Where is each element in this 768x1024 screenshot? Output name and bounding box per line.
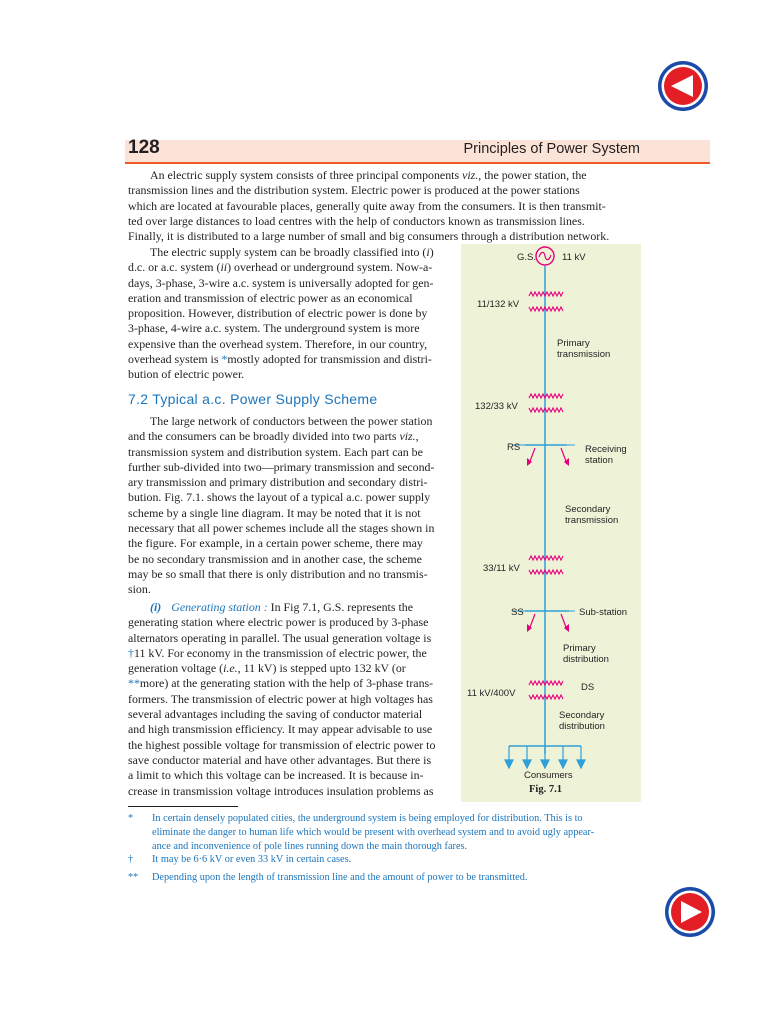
text-line: may be so small that there is only distribution and no transmis-: [128, 566, 428, 581]
text-line: 3-phase, 4-wire a.c. system. The underground system is more: [128, 321, 420, 336]
text-line: days, 3-phase, 3-wire a.c. system is universally adopted for gen-: [128, 275, 434, 290]
intro-paragraph: [128, 168, 641, 244]
sub-station-label: Sub-station: [579, 607, 628, 618]
right-arrow-icon: [664, 886, 716, 938]
text-line: further sub-divided into two—primary transmission and second-: [128, 459, 435, 474]
transformer-rating-label: 11 kV/400V: [467, 688, 516, 699]
transformer-icon: [529, 556, 563, 574]
footnote-rule: [128, 806, 238, 807]
rs-label: RS: [507, 442, 521, 453]
text-line: save conductor material and have other advantages. But there is: [128, 752, 432, 767]
text-line: ary transmission and primary distribution and secondary distri-: [128, 475, 428, 490]
text-line: The electric supply system can be broadly classified into (i): [150, 245, 434, 259]
text-line: and high transmission efficiency. It may appear advisable to use: [128, 722, 433, 737]
text-line: transmission system and distribution system. Each part can be: [128, 444, 423, 459]
transformer-icon: [529, 681, 563, 699]
footnote: [128, 812, 643, 855]
transformer-rating-label: 132/33 kV: [475, 401, 518, 412]
secondary-distribution-label: distribution: [559, 721, 605, 732]
next-page-button[interactable]: [664, 886, 716, 938]
text-line: the highest possible voltage for transmission of electric power to: [128, 737, 436, 752]
text-line: The large network of conductors between the power station: [150, 414, 433, 428]
previous-page-button[interactable]: [657, 60, 709, 112]
text-line: sion.: [128, 582, 151, 597]
running-title: Principles of Power System: [463, 141, 640, 157]
text-line: †11 kV. For economy in the transmission of electric power, the: [128, 645, 427, 660]
text-line: scheme by a single line diagram. It may be noted that it is not: [128, 505, 421, 520]
receiving-station-label: Receiving: [585, 444, 627, 455]
consumers-label: Consumers: [524, 770, 573, 781]
footnote: [128, 871, 643, 885]
text-line: the figure. For example, in a certain power scheme, there may: [128, 536, 423, 551]
classification-paragraph: [128, 245, 455, 383]
figure-panel: [461, 244, 641, 802]
text-line: and the consumers can be broadly divided into two parts viz.,: [128, 429, 419, 444]
text-line: d.c. or a.c. system (ii) overhead or underground system. Now-a-: [128, 260, 433, 275]
consumer-arrows: [505, 746, 585, 768]
secondary-transmission-label: transmission: [565, 515, 619, 526]
gs-label: G.S.: [517, 252, 537, 263]
secondary-transmission-label: Secondary: [565, 504, 611, 515]
text-line: alternators operating in parallel. The usual generation voltage is: [128, 630, 432, 645]
text-line: several advantages including the saving of conductor material: [128, 707, 423, 722]
text-line: which are located at favourable places, generally quite away from the consumers. It is then transmit-: [128, 198, 606, 213]
text-line: transmission lines and the distribution system. Electric power is produced at the power stations: [128, 183, 580, 198]
scheme-paragraph: [128, 414, 455, 598]
subheading: Generating station :: [171, 600, 268, 614]
text-line: eration and transmission of electric power as an economical: [128, 290, 413, 305]
footnote-line: eliminate the danger to human life which would be present with overhead system and to avoid ugly appear-: [152, 827, 595, 839]
text-line: expensive than the overhead system. Therefore, in our country,: [128, 336, 428, 351]
left-arrow-icon: [657, 60, 709, 112]
transformer-rating-label: 33/11 kV: [483, 563, 520, 574]
transformer-icon: [529, 292, 563, 311]
text-line: a limit to which this voltage can be increased. It is because in-: [128, 768, 424, 783]
text-line: crease in transmission voltage introduces insulation problems as: [128, 783, 434, 798]
footnote-line: Depending upon the length of transmission line and the amount of power to be transmitted.: [152, 872, 528, 883]
text-line: proposition. However, distribution of electric power is done by: [128, 306, 428, 321]
generation-voltage-label: 11 kV: [562, 252, 586, 263]
transformer-rating-label: 11/132 kV: [477, 299, 520, 310]
single-line-diagram: [461, 244, 641, 802]
text-line: generation voltage (i.e., 11 kV) is stepped upto 132 kV (or: [128, 661, 406, 676]
section-heading: 7.2 Typical a.c. Power Supply Scheme: [128, 391, 378, 407]
item-number: (i): [150, 600, 162, 614]
text-line: necessary that all power schemes include all the stages shown in: [128, 521, 435, 536]
footnote-mark: †: [128, 854, 134, 865]
text-line: formers. The transmission of electric power at high voltages has: [128, 691, 433, 706]
text-line: overhead system is *mostly adopted for transmission and distri-: [128, 352, 432, 367]
page-number: 128: [128, 137, 160, 158]
ss-label: SS: [511, 607, 524, 618]
figure-caption: Fig. 7.1: [529, 784, 562, 795]
text-line: ted over large distances to load centres with the help of conductors known as transmission lines.: [128, 213, 585, 228]
text-line: bution. Fig. 7.1. shows the layout of a typical a.c. power supply: [128, 490, 431, 505]
footnote-mark: *: [128, 813, 134, 824]
footnote-line: It may be 6·6 kV or even 33 kV in certain cases.: [152, 854, 352, 865]
text-fragment: In Fig 7.1, G.S. represents the: [267, 600, 413, 614]
text-line: [128, 600, 455, 615]
generating-station-paragraph: [128, 600, 455, 799]
text-line: generating station where electric power is produced by 3-phase: [128, 615, 429, 630]
primary-transmission-label: Primary: [557, 338, 590, 349]
footnote-line: In certain densely populated cities, the underground system is being employed for distribution. This is to: [152, 813, 583, 824]
primary-distribution-label: distribution: [563, 654, 609, 665]
text-line: bution of electric power.: [128, 367, 245, 382]
primary-distribution-label: Primary: [563, 643, 596, 654]
secondary-distribution-label: Secondary: [559, 710, 605, 721]
text-line: Finally, it is distributed to a large number of small and big consumers through a distribution network.: [128, 229, 610, 244]
footnote-line: ance and inconvenience of pole lines running down the main thorough fares.: [152, 841, 468, 853]
footnote-mark: **: [128, 872, 139, 883]
text-line: **more) at the generating station with the help of 3-phase trans-: [128, 676, 434, 691]
receiving-station-label: station: [585, 455, 613, 466]
footnote: [128, 853, 643, 867]
primary-transmission-label: transmission: [557, 349, 611, 360]
ds-label: DS: [581, 682, 595, 693]
text-line: be no secondary transmission and in another case, the scheme: [128, 551, 422, 566]
text-line: An electric supply system consists of three principal components viz., the power station, the: [150, 168, 587, 182]
transformer-icon: [529, 394, 563, 412]
